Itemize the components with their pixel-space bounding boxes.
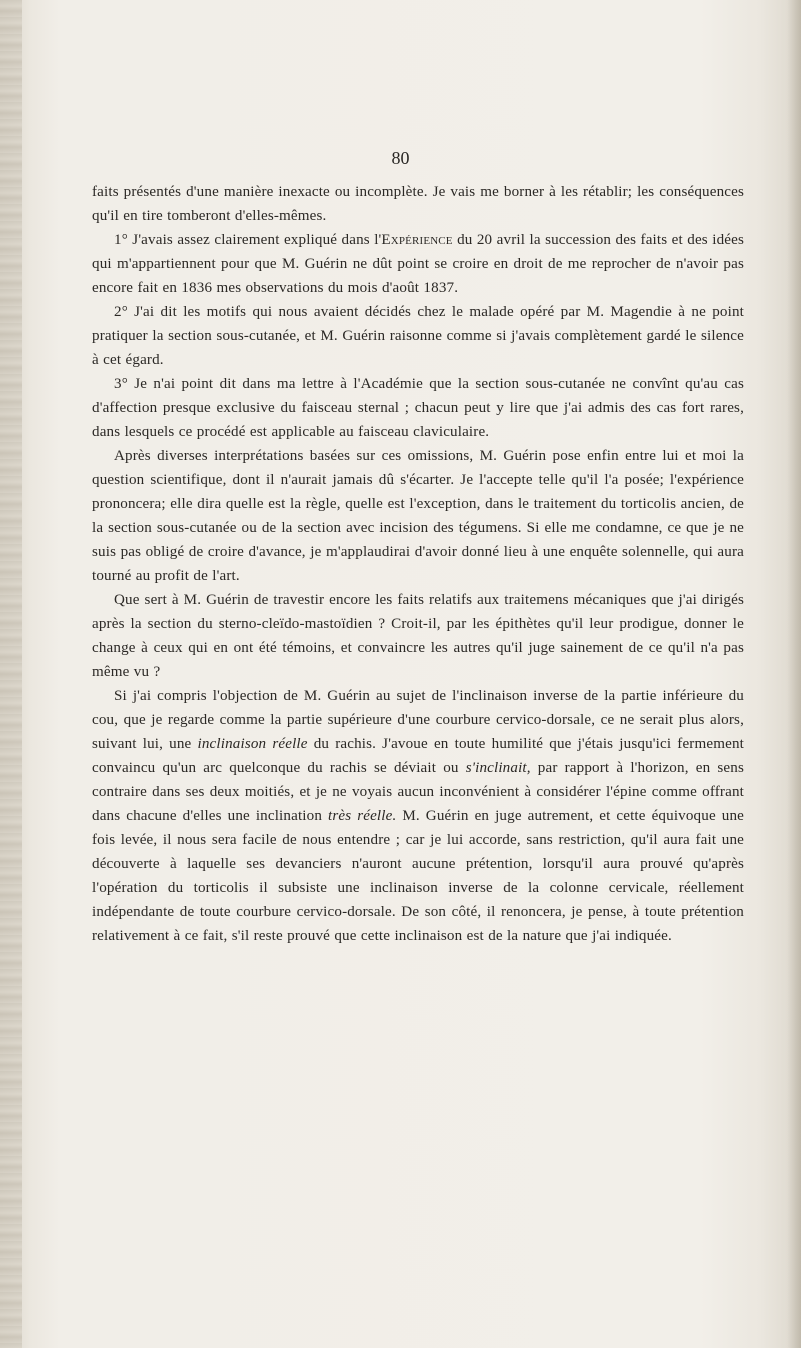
paragraph-7-middle-1: du rachis. J'avoue en toute humilité que j'étais jusqu'ici fermement convaincu qu'un arc quelconque du rachis se déviait ou [92, 736, 744, 776]
page-right-edge [787, 0, 801, 1348]
paragraph-7-middle-2: par rapport à l'horizon, en sens contraire dans ses deux moitiés, et je ne voyais aucun inconvénient à considérer l'épine comme offrant dans chacune d'elles une inclination [92, 760, 744, 824]
italic-s-inclinait: s'inclinait, [465, 760, 531, 776]
paragraph-7 [92, 684, 744, 948]
page-binding-edge [0, 0, 22, 1348]
paragraph-2 [92, 228, 744, 300]
experience-journal-title: Expérience [381, 232, 453, 248]
paragraph-4: 3° Je n'ai point dit dans ma lettre à l'Académie que la section sous-cutanée ne convînt qu'au cas d'affection presque exclusive du faisceau sternal ; chacun peut y lire que j'ai admis des cas fort rares, dans lesquels ce procédé est applicable au faisceau claviculaire. [92, 376, 744, 440]
body-text [92, 180, 744, 948]
paragraph-7-rest: M. Guérin en juge autrement, et cette équivoque une fois levée, il nous sera facile de nous entendre ; car je lui accorde, sans restriction, qu'il aura fait une découverte à laquelle ses devanciers n'auront aucune prétention, lorsqu'il aura prouvé qu'après l'opération du torticolis il subsiste une inclinaison inverse de la colonne cervicale, réellement indépendante de toute courbure cervico-dorsale. De son côté, il renoncera, je pense, à toute prétention relativement à ce fait, s'il reste prouvé que cette inclinaison est de la nature que j'ai indiquée. [92, 808, 745, 944]
paragraph-2-lead: 1° J'avais assez clairement expliqué dans l' [114, 232, 382, 248]
paragraph-6: Que sert à M. Guérin de travestir encore les faits relatifs aux traitemens mécaniques que j'ai dirigés après la section du sterno-cleïdo-mastoïdien ? Croit-il, par les épithètes qu'il leur prodigue, donner le change à ceux qui en ont été témoins, et convaincre les autres qu'il juge sainement de ce qu'il n'a pas même vu ? [92, 592, 744, 680]
italic-tres-reelle: très réelle. [328, 808, 397, 824]
paragraph-5: Après diverses interprétations basées sur ces omissions, M. Guérin pose enfin entre lui et moi la question scientifique, dont il n'aurait jamais dû s'écarter. Je l'accepte telle qu'il l'a posée; l'expérience prononcera; elle dira quelle est la règle, quelle est l'exception, dans le traitement du torticolis ancien, de la section sous-cutanée ou de la section avec incision des tégumens. Si elle me condamne, ce que je ne suis pas obligé de croire d'avance, je m'applaudirai d'avoir donné lieu à une enquête solennelle, qui aura tourné au profit de l'art. [92, 448, 744, 584]
paragraph-1: faits présentés d'une manière inexacte ou incomplète. Je vais me borner à les rétablir; les conséquences qu'il en tire tomberont d'elles-mêmes. [92, 184, 744, 224]
paragraph-2-rest: du 20 avril la succession des faits et des idées qui m'appartiennent pour que M. Guérin ne dût point se croire en droit de me reprocher de n'avoir pas encore fait en 1836 mes observations du mois d'août 1837. [92, 232, 744, 296]
paragraph-3: 2° J'ai dit les motifs qui nous avaient décidés chez le malade opéré par M. Magendie à ne point pratiquer la section sous-cutanée, et M. Guérin raisonne comme si j'avais complètement gardé le silence à cet égard. [92, 304, 744, 368]
page-number: 80 [391, 148, 410, 168]
paragraph-7-lead: Si j'ai compris l'objection de M. Guérin au sujet de l'inclinaison inverse de la partie inférieure du cou, que je regarde comme la partie supérieure d'une courbure cervico-dorsale, ce ne serait plus alors, suivant lui, une [92, 688, 744, 752]
italic-inclinaison-reelle: inclinaison réelle [197, 736, 308, 752]
